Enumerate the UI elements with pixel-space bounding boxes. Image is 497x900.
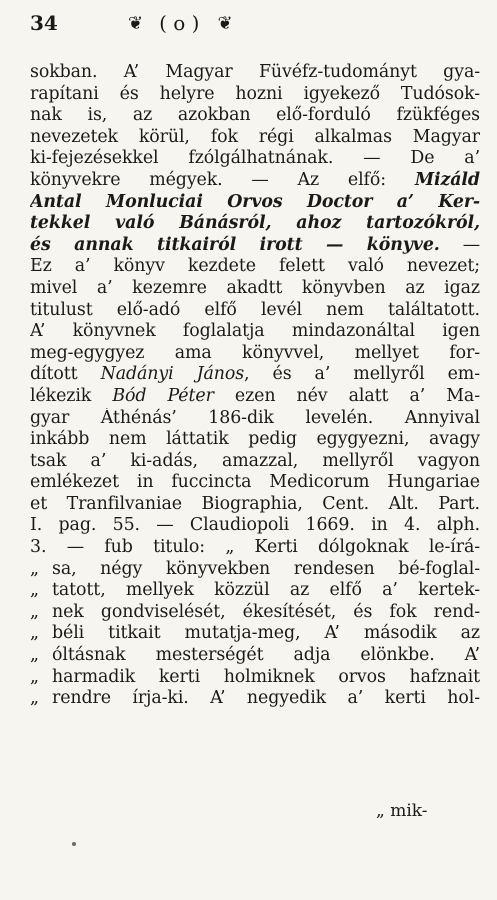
body-text: [30, 62, 480, 710]
text-span: rendre írja-ki. A’ negyedik a’ kerti hol-: [52, 688, 480, 709]
text-line: [30, 645, 480, 667]
text-span: tatott, mellyek közzül az elfő a’ kertek-: [52, 580, 480, 601]
text-span: nak is, az azokban elő-forduló fzükféges: [30, 105, 480, 126]
text-span: nevezetek körül, fok régi alkalmas Magyar: [30, 126, 480, 147]
text-line: [30, 580, 480, 602]
text-span: inkább nem láttatik pedig egygyezni, avagy: [30, 429, 480, 450]
header-center-mark: ( o ): [159, 11, 200, 35]
book-title-text: Antal Monluciai Orvos Doctor a’ Ker-: [30, 191, 480, 212]
text-span: emlékezet in fuccincta Medicorum Hungariae: [30, 472, 480, 493]
text-span: A’ könyvnek foglalatja mindazonáltal igen: [30, 321, 480, 342]
text-line: [30, 213, 480, 235]
text-line: [30, 127, 480, 149]
text-line: [30, 472, 480, 494]
person-name: Bód Péter: [112, 385, 214, 406]
text-line: [30, 235, 480, 257]
text-span: titulust elő-adó elfő levél nem találtatott.: [30, 299, 480, 320]
text-line: [30, 170, 480, 192]
book-title-text: Mizáld: [414, 169, 480, 190]
text-span: óltásnak mesterségét adja elönkbe. A’: [52, 645, 480, 666]
text-span: rapítani és helyre hozni igyekező Tudósok-: [30, 83, 480, 104]
text-line: [30, 84, 480, 106]
fleuron-ornament-left: ❦: [128, 12, 144, 34]
text-span: et Tranfilvaniae Biographia, Cent. Alt. Part.: [30, 493, 480, 514]
text-span: könyvekre mégyek. — Az elfő:: [30, 169, 415, 190]
text-span: nek gondviselését, ékesítését, és fok rend-: [52, 601, 480, 622]
book-title-text: és annak titkairól irott — könyve.: [30, 234, 440, 255]
text-line: [30, 602, 480, 624]
catchword: „ mik-: [376, 801, 428, 821]
text-span: tsak a’ ki-adás, amazzal, mellyről vagyon: [30, 450, 480, 471]
text-line: [30, 321, 480, 343]
text-line: [30, 343, 480, 365]
text-line: [30, 451, 480, 473]
text-line: [30, 386, 480, 408]
text-span: lékezik: [30, 385, 113, 406]
page-header: [30, 8, 467, 38]
quote-mark: „: [30, 601, 39, 622]
quote-mark: „: [30, 580, 39, 601]
text-span: sokban. A’ Magyar Füvéfz-tudományt gya-: [30, 62, 480, 82]
text-span: béli titkait mutatja-meg, A’ második az: [52, 623, 480, 644]
page-number: 34: [30, 11, 58, 35]
text-line: [30, 300, 480, 322]
person-name: Nadányi János: [100, 364, 245, 385]
text-line: [30, 148, 480, 170]
text-line: [30, 515, 480, 537]
text-line: [30, 559, 480, 581]
book-title-text: tekkel való Bánásról, ahoz tartozókról,: [30, 213, 480, 234]
text-line: [30, 623, 480, 645]
text-line: [30, 408, 480, 430]
text-span: ki-fejezésekkel fzólgálhatnának. — De a’: [30, 148, 480, 169]
text-span: 3. — fub titulo: „ Kerti dólgoknak le-írá-: [30, 537, 480, 558]
text-span: —: [439, 234, 480, 255]
text-line: [30, 192, 480, 214]
text-line: [30, 256, 480, 278]
quote-mark: „: [30, 558, 39, 579]
text-line: [30, 105, 480, 127]
text-line: [30, 429, 480, 451]
quote-mark: „: [30, 688, 39, 709]
text-span: I. pag. 55. — Claudiopoli 1669. in 4. alph.: [30, 515, 480, 536]
text-span: ezen név alatt a’ Ma-: [213, 385, 480, 406]
quote-mark: „: [30, 623, 39, 644]
text-line: [30, 537, 480, 559]
text-line: [30, 62, 480, 84]
text-line: [30, 688, 480, 710]
text-span: harmadik kerti holmiknek orvos hafznait: [52, 666, 480, 687]
text-span: , és a’ mellyről em-: [244, 364, 480, 385]
text-span: gyar Áthénás’ 186-dik levelén. Annyival: [30, 407, 480, 428]
text-span: meg-egygyez ama könyvvel, mellyet for-: [30, 342, 480, 363]
text-line: [30, 364, 480, 386]
text-span: mivel a’ kezemre akadtt könyvben az igaz: [30, 277, 480, 298]
text-line: [30, 494, 480, 516]
fleuron-ornament-right: ❦: [217, 12, 233, 34]
text-line: [30, 278, 480, 300]
quote-mark: „: [30, 645, 39, 666]
ink-speck: [72, 842, 76, 846]
text-line: [30, 667, 480, 689]
text-span: Ez a’ könyv kezdete felett való nevezet;: [30, 256, 480, 277]
quote-mark: „: [30, 666, 39, 687]
text-span: dított: [30, 364, 101, 385]
text-span: sa, négy könyvekben rendesen bé-foglal-: [52, 558, 480, 579]
